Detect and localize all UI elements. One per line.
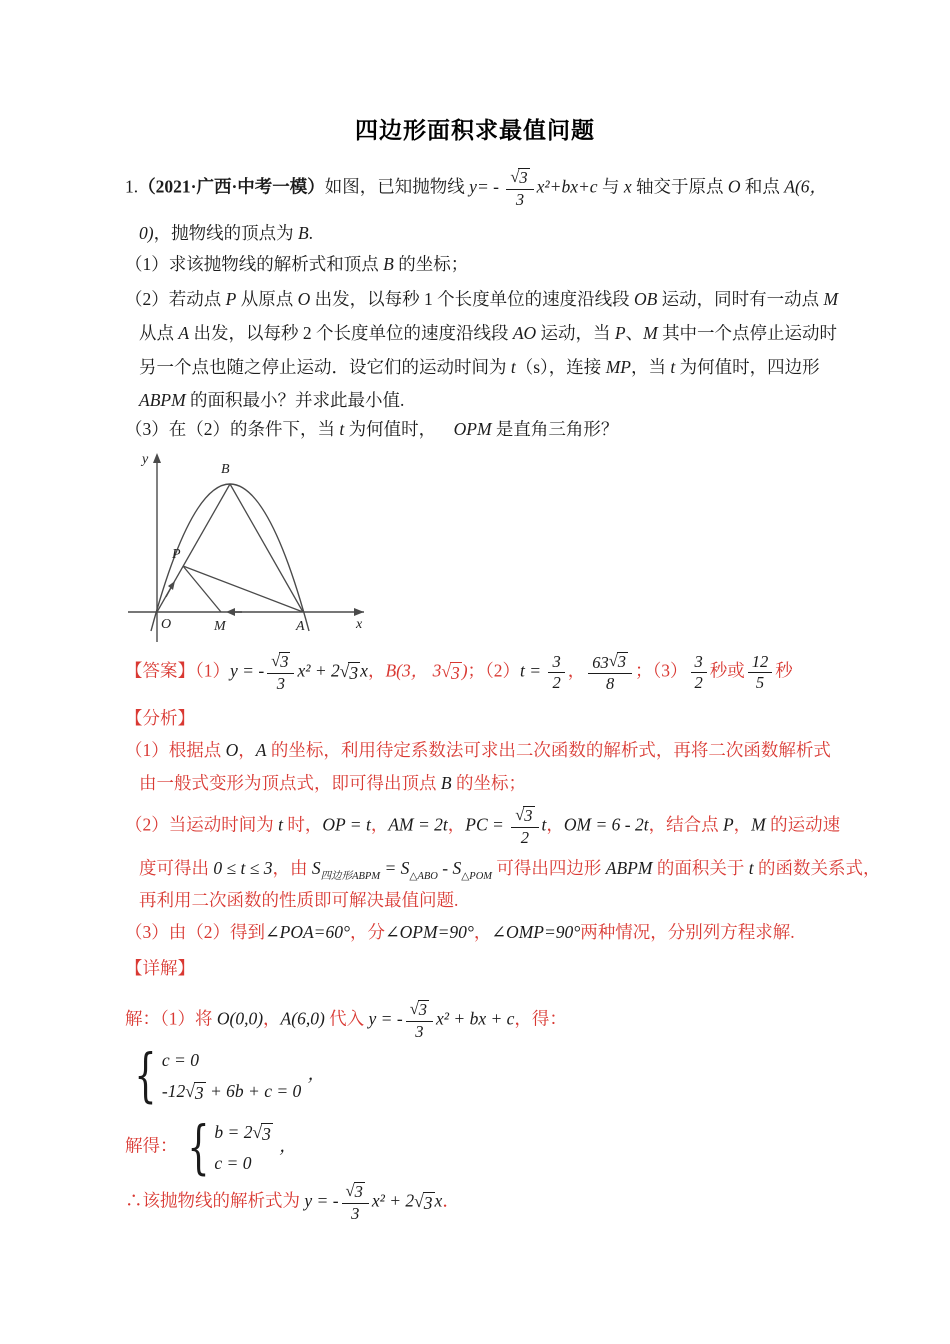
question-2-line-4: ABPM 的面积最小？并求此最小值. <box>139 390 405 410</box>
figure-parabola-diagram <box>122 445 374 650</box>
analysis-1-line-1: （1）根据点 O，A 的坐标，利用待定系数法可求出二次函数的解析式，再将二次函数解析式 <box>125 740 831 760</box>
question-2-line-3: 另一个点也随之停止运动．设它们的运动时间为 t（s），连接 MP，当 t 为何值时，四边形 <box>139 357 820 377</box>
segment-PA <box>183 566 303 612</box>
label-point-A: A <box>296 619 305 634</box>
analysis-2-line-3: 再利用二次函数的性质即可解决最值问题. <box>139 890 459 910</box>
problem-intro-line-1: 1.（2021·广西·中考一模）如图，已知抛物线 y= - √ 3 3 x²+bx+c 与 x 轴交于原点 O 和点 A(6， <box>125 167 828 209</box>
label-y-axis: y <box>142 452 149 467</box>
analysis-2-line-2: 度可得出 0 ≤ t ≤ 3，由 $S_{四边形ABPM} = S_{\triangle ABO} - S_{\triangle POM}$ 可得出四边形 ABPM 的面积关于 t 的函数关系式， <box>139 858 881 882</box>
y-axis-arrow-icon <box>153 453 161 463</box>
question-2-line-2: 从点 A 出发，以每秒 2 个长度单位的速度沿线段 AO 运动，当 P、M 其中一个点停止运动时 <box>139 323 838 343</box>
label-x-axis: x <box>356 617 363 632</box>
label-point-B: B <box>221 462 230 477</box>
question-2-line-1: （2）若动点 P 从原点 O 出发，以每秒 1 个长度单位的速度沿线段 OB 运动，同时有一动点 M <box>125 289 839 309</box>
equation-system-2: 解得： { b = 2 √ 3 c = 0 ， <box>125 1113 297 1182</box>
motion-arrow-M <box>226 608 242 616</box>
label-point-O: O <box>161 617 172 632</box>
problem-intro-line-2: 0)，抛物线的顶点为 B. <box>139 223 314 243</box>
analysis-1-line-2: 由一般式变形为顶点式，即可得出顶点 B 的坐标； <box>139 773 526 793</box>
detail-label: 【详解】 <box>125 958 195 978</box>
equation-system-1: { c = 0 -12 √ 3 + 6b + c = 0 ， <box>134 1041 326 1110</box>
question-1: （1）求该抛物线的解析式和顶点 B 的坐标； <box>125 254 469 274</box>
label-point-P: P <box>172 547 181 562</box>
motion-arrow-P <box>166 581 175 597</box>
solution-step-1: 解：（1）将 O(0,0)，A(6,0) 代入 y = - √ 3 3 x² + bx + c，得： <box>125 999 567 1041</box>
answer-line: 【答案】（1）y = - √ 3 3 x² + 2 √ 3 x，B(3， 3 √ 3 )；（2）t = $\frac{3}{2}$ ， 63 √ 3 8 ；（3） $\frac{3}{2}$ 秒或 $\frac{12}{5}$ 秒 <box>125 651 793 693</box>
analysis-2-line-1: （2）当运动时间为 t 时，OP = t，AM = 2t，PC = √ 3 2 t，OM = 6 - 2t，结合点 P，M 的运动速 <box>125 805 841 847</box>
conclusion-line: ∴该抛物线的解析式为 y = - √ 3 3 x² + 2 √ 3 x． <box>125 1181 460 1223</box>
page-title: 四边形面积求最值问题 <box>355 118 595 143</box>
label-point-M: M <box>214 619 226 634</box>
question-3: （3）在（2）的条件下，当 t 为何值时， OPM 是直角三角形？ <box>125 419 619 439</box>
x-axis-arrow-icon <box>354 608 364 616</box>
analysis-label: 【分析】 <box>125 708 195 728</box>
analysis-3: （3）由（2）得到∠POA=60°，分∠OPM=90°，∠OMP=90°两种情况，分别列方程求解. <box>125 922 795 942</box>
segment-BA <box>230 484 303 612</box>
